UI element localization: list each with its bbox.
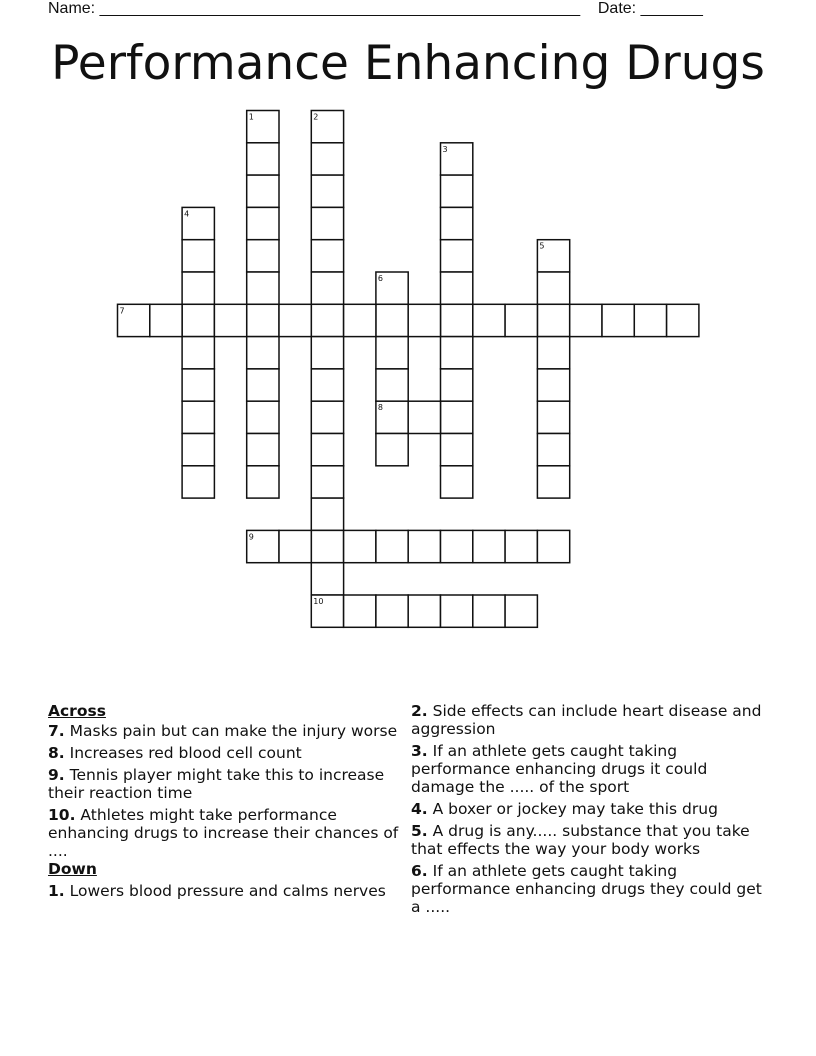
- clue-text: Tennis player might take this to increase their reaction time: [48, 766, 385, 802]
- grid-cell[interactable]: [441, 369, 473, 401]
- grid-cell[interactable]: [441, 401, 473, 433]
- grid-cell[interactable]: [247, 272, 279, 304]
- grid-cell[interactable]: [537, 434, 569, 466]
- grid-cell[interactable]: [311, 207, 343, 239]
- grid-cell[interactable]: [247, 240, 279, 272]
- grid-cell[interactable]: [182, 401, 214, 433]
- clue-text: If an athlete gets caught taking performance enhancing drugs it could damage the ..... of the sport: [411, 742, 708, 796]
- clue-number: 5.: [411, 822, 428, 840]
- grid-cell[interactable]: [182, 240, 214, 272]
- cell-number: 1: [248, 112, 254, 122]
- grid-cell[interactable]: [537, 337, 569, 369]
- clues-left-column: [48, 702, 400, 904]
- grid-cell[interactable]: [311, 530, 343, 562]
- clue-text: A boxer or jockey may take this drug: [432, 800, 718, 818]
- grid-cell[interactable]: [311, 563, 343, 595]
- date-label: Date:: [597, 0, 637, 17]
- grid-cell[interactable]: [441, 530, 473, 562]
- grid-cell[interactable]: [150, 304, 182, 336]
- grid-cell[interactable]: [214, 304, 246, 336]
- cell-number: 6: [377, 274, 383, 283]
- grid-cell[interactable]: [441, 595, 473, 627]
- clue-across-10: [48, 806, 400, 860]
- grid-cell[interactable]: [344, 304, 376, 336]
- grid-cell[interactable]: [408, 304, 440, 336]
- clue-down-1: [48, 882, 400, 900]
- grid-cell[interactable]: [667, 304, 699, 336]
- grid-cell[interactable]: [441, 304, 473, 336]
- grid-cell[interactable]: [344, 595, 376, 627]
- grid-cell[interactable]: [311, 401, 343, 433]
- grid-cell[interactable]: [441, 240, 473, 272]
- grid-cell[interactable]: [247, 143, 279, 175]
- cell-number: 5: [539, 241, 545, 251]
- grid-cell[interactable]: [182, 337, 214, 369]
- grid-cell[interactable]: [247, 369, 279, 401]
- clue-down-5: [411, 822, 771, 858]
- grid-cell[interactable]: [311, 337, 343, 369]
- date-field[interactable]: _______: [640, 0, 703, 17]
- clue-number: 9.: [48, 766, 65, 784]
- grid-cell[interactable]: [182, 272, 214, 304]
- grid-cell[interactable]: [473, 304, 505, 336]
- grid-cell[interactable]: [247, 207, 279, 239]
- clue-across-7: [48, 722, 400, 740]
- grid-cell[interactable]: [311, 466, 343, 498]
- clue-down-2: [411, 702, 771, 738]
- clue-down-3: [411, 742, 771, 796]
- grid-cell[interactable]: [537, 401, 569, 433]
- grid-cell[interactable]: [537, 369, 569, 401]
- grid-cell[interactable]: [182, 369, 214, 401]
- grid-cell[interactable]: [408, 595, 440, 627]
- clue-text: Side effects can include heart disease and aggression: [411, 702, 762, 738]
- clue-number: 1.: [48, 882, 65, 900]
- grid-cell[interactable]: [634, 304, 666, 336]
- grid-cell[interactable]: [247, 175, 279, 207]
- cell-number: 8: [377, 403, 383, 413]
- clue-text: Masks pain but can make the injury worse: [69, 722, 398, 740]
- grid-cell[interactable]: [441, 175, 473, 207]
- grid-cell[interactable]: [537, 304, 569, 336]
- grid-cell[interactable]: [376, 530, 408, 562]
- grid-cell[interactable]: [376, 369, 408, 401]
- grid-cell[interactable]: [537, 530, 569, 562]
- grid-cell[interactable]: [441, 272, 473, 304]
- grid-cell[interactable]: [441, 466, 473, 498]
- grid-cell[interactable]: [182, 434, 214, 466]
- grid-cell[interactable]: [441, 337, 473, 369]
- clue-across-8: [48, 744, 400, 762]
- grid-cell[interactable]: [505, 530, 537, 562]
- grid-cell[interactable]: [376, 337, 408, 369]
- cell-number: 3: [442, 144, 448, 154]
- clue-down-4: [411, 800, 771, 818]
- name-field[interactable]: ______________________________________________________: [99, 0, 581, 17]
- grid-cell[interactable]: [408, 530, 440, 562]
- clue-down-6: [411, 862, 771, 916]
- grid-cell[interactable]: [247, 466, 279, 498]
- across-heading: Across: [48, 702, 106, 720]
- grid-cell[interactable]: [441, 434, 473, 466]
- grid-cell[interactable]: [311, 175, 343, 207]
- grid-cell[interactable]: [311, 143, 343, 175]
- grid-cell[interactable]: [441, 207, 473, 239]
- grid-cell[interactable]: [247, 337, 279, 369]
- grid-cell[interactable]: [602, 304, 634, 336]
- grid-cell[interactable]: [247, 401, 279, 433]
- cell-number: 7: [119, 306, 125, 316]
- clue-across-9: [48, 766, 400, 802]
- down-heading: Down: [48, 860, 97, 878]
- clue-number: 10.: [48, 806, 76, 824]
- clue-number: 6.: [411, 862, 428, 880]
- grid-cell[interactable]: [473, 595, 505, 627]
- clue-number: 3.: [411, 742, 428, 760]
- grid-cell[interactable]: [311, 434, 343, 466]
- grid-cell[interactable]: [505, 304, 537, 336]
- grid-cell[interactable]: [344, 530, 376, 562]
- grid-cell[interactable]: [247, 304, 279, 336]
- clue-text: If an athlete gets caught taking performance enhancing drugs they could get a .....: [411, 862, 762, 916]
- clue-number: 7.: [48, 722, 65, 740]
- cell-number: 9: [248, 532, 254, 542]
- grid-cell[interactable]: [408, 401, 440, 433]
- clue-text: Lowers blood pressure and calms nerves: [69, 882, 386, 900]
- page-title: Performance Enhancing Drugs: [51, 36, 765, 91]
- grid-cell[interactable]: [182, 304, 214, 336]
- grid-cell[interactable]: [311, 498, 343, 530]
- grid-cell[interactable]: [537, 466, 569, 498]
- grid-cell[interactable]: [311, 369, 343, 401]
- grid-cell[interactable]: [376, 595, 408, 627]
- clue-number: 8.: [48, 744, 65, 762]
- cell-number: 4: [184, 209, 190, 219]
- clue-text: Increases red blood cell count: [69, 744, 302, 762]
- grid-cell[interactable]: [473, 530, 505, 562]
- cell-number: 10: [313, 597, 324, 606]
- name-label: Name:: [48, 0, 96, 17]
- grid-cell[interactable]: [570, 304, 602, 336]
- grid-cell[interactable]: [537, 272, 569, 304]
- grid-cell[interactable]: [182, 466, 214, 498]
- grid-cell[interactable]: [279, 530, 311, 562]
- clue-text: Athletes might take performance enhancing drugs to increase their chances of ....: [48, 806, 399, 860]
- clues-right-column: [411, 702, 771, 920]
- cell-number: 2: [313, 112, 319, 122]
- clue-number: 4.: [411, 800, 428, 818]
- grid-cell[interactable]: [505, 595, 537, 627]
- grid-cell[interactable]: [376, 304, 408, 336]
- grid-cell[interactable]: [247, 434, 279, 466]
- grid-cell[interactable]: [311, 304, 343, 336]
- grid-cell[interactable]: [311, 240, 343, 272]
- grid-cell[interactable]: [376, 434, 408, 466]
- grid-cell[interactable]: [311, 272, 343, 304]
- clue-number: 2.: [411, 702, 428, 720]
- grid-cell[interactable]: [279, 304, 311, 336]
- clue-text: A drug is any..... substance that you take that effects the way your body works: [411, 822, 750, 858]
